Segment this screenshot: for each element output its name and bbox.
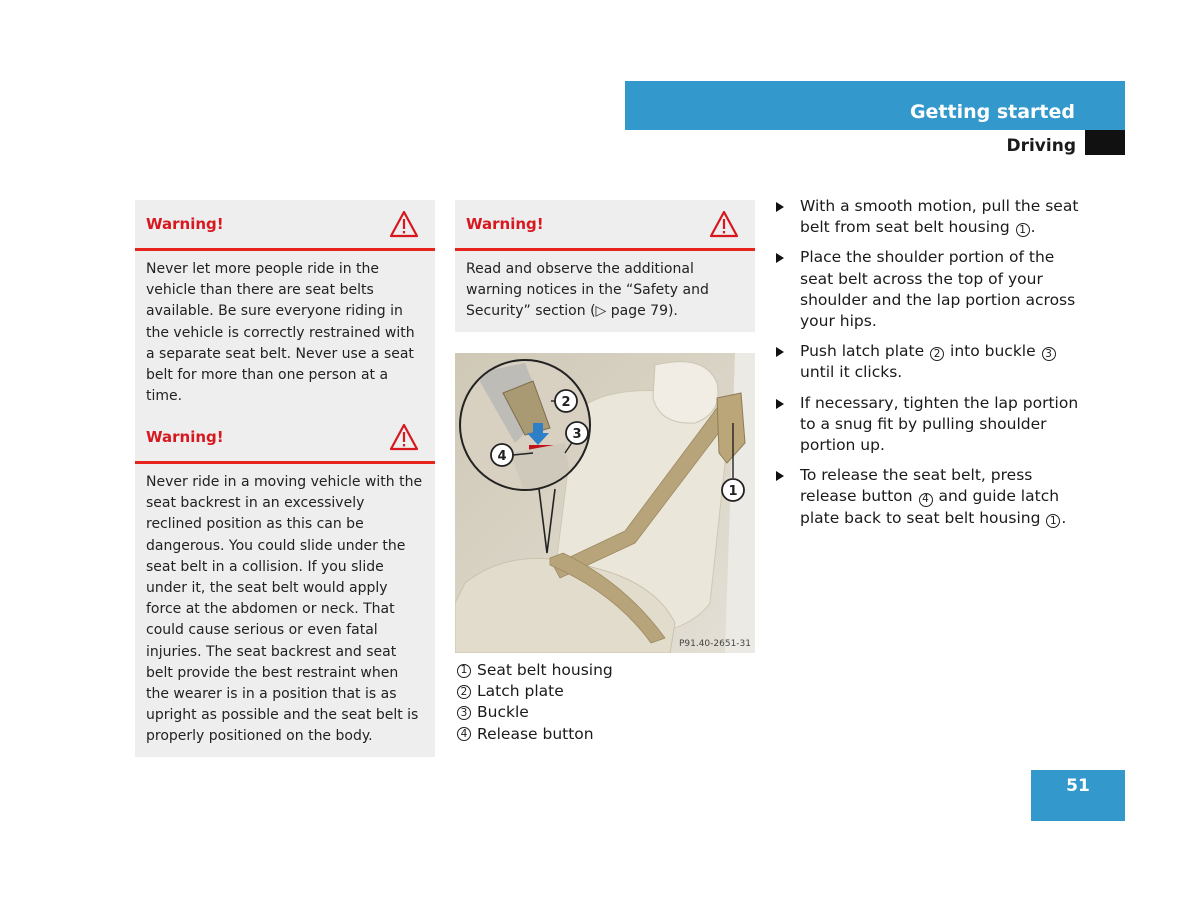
photo-reference-code: P91.40-2651-31 [678,639,751,649]
number-circle: 1 [1046,514,1060,528]
legend-item [456,702,613,723]
subsection-title: Driving [1006,136,1076,156]
bullet-arrow-icon [776,399,784,409]
warning-header [135,413,435,464]
bullet-arrow-icon [776,253,784,263]
step-text: until it clicks. [800,363,903,382]
step-text: and guide latch plate back to seat belt housing [800,487,1060,527]
bullet-arrow-icon [776,202,784,212]
page-number-box [1031,770,1125,821]
section-title: Getting started [909,101,1075,123]
instruction-step [776,196,1086,238]
warning-title: Warning! [146,215,224,233]
legend-label: Seat belt housing [477,661,613,679]
section-header-bar [625,81,1125,130]
warning-title: Warning! [146,428,224,446]
step-text: If necessary, tighten the lap portion to a snug fit by pulling shoulder portion up. [800,393,1079,455]
subsection-marker [1085,130,1125,155]
warning-text: Never ride in a moving vehicle with the seat backrest in an excessively reclined position as this can be dangerous. You could slide under the seat belt in a collision. If you slide under it, the seat belt would apply force at the abdomen or neck. That could cause serious or even fatal injuries. The seat backrest and seat belt provide the best restraint when the wearer is in a position that is as upright as possible and the seat belt is properly positioned on the body. [146,474,423,745]
warning-text: Never let more people ride in the vehicle than there are seat belts available. Be sure everyone riding in the vehicle is correctly restrained with a separate seat belt. Never use a seat belt for more than one person at a time. [146,261,415,405]
figure-legend [456,660,613,745]
bullet-arrow-icon [776,471,784,481]
number-circle: 4 [457,727,471,741]
warning-header [135,200,435,251]
step-text: . [1030,218,1036,237]
number-circle: 1 [1016,223,1030,237]
instruction-steps [776,196,1086,538]
svg-text:2: 2 [561,395,571,410]
svg-text:1: 1 [728,484,738,499]
instruction-step [776,465,1086,529]
instruction-step [776,247,1086,332]
seat-belt-illustration [455,353,755,653]
warning-header [455,200,755,251]
bullet-arrow-icon [776,347,784,357]
warning-box-occupancy [135,200,435,416]
number-circle: 2 [930,347,944,361]
legend-label: Buckle [477,703,529,722]
legend-label: Latch plate [477,682,564,701]
step-text: With a smooth motion, pull the seat belt from seat belt housing [800,197,1079,237]
number-circle: 2 [457,685,471,699]
legend-label: Release button [477,724,594,743]
instruction-step [776,341,1086,383]
number-circle: 3 [457,706,471,720]
number-circle: 4 [919,493,933,507]
svg-text:4: 4 [497,449,507,464]
warning-text: Read and observe the additional warning notices in the “Safety and Security” section (▷ page 79). [466,261,709,320]
instruction-step [776,393,1086,457]
legend-item [456,660,613,681]
step-text: To release the seat belt, press release button [800,466,1033,506]
legend-item [456,724,613,745]
step-text: Push latch plate [800,342,925,361]
legend-item [456,681,613,702]
svg-text:3: 3 [572,427,582,442]
warning-triangle-icon [709,210,739,238]
warning-box-reclined-seat [135,413,435,757]
step-text: Place the shoulder portion of the seat belt across the top of your shoulder and the lap portion across your hips. [800,248,1076,331]
number-circle: 1 [457,664,471,678]
seat-belt-photo [455,353,755,653]
step-text: into buckle [950,342,1036,361]
step-text: . [1061,508,1067,527]
warning-box-safety-reference [455,200,755,332]
number-circle: 3 [1042,347,1056,361]
page-number: 51 [1066,776,1090,796]
warning-triangle-icon [389,210,419,238]
warning-triangle-icon [389,423,419,451]
warning-title: Warning! [466,215,544,233]
